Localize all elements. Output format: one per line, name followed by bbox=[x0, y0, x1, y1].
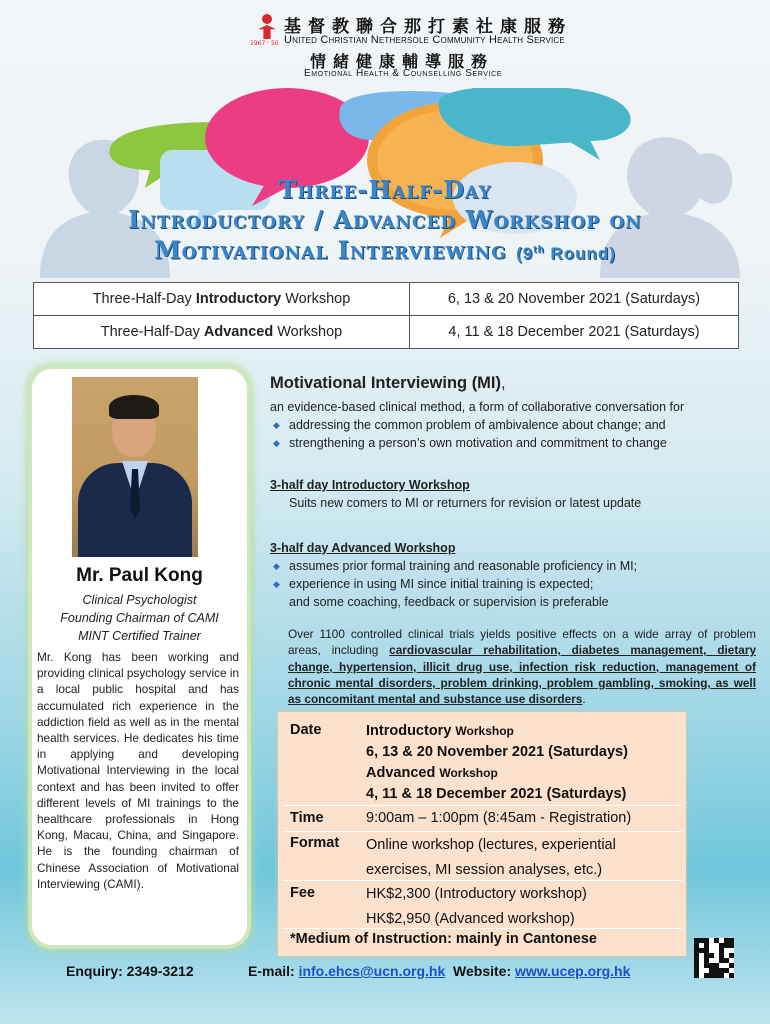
format-label: Format bbox=[290, 835, 340, 851]
speaker-name: Mr. Paul Kong bbox=[76, 565, 203, 586]
list-item: ◆ experience in using MI since initial training is expected; bbox=[270, 575, 756, 593]
clinical-trials-text: Over 1100 controlled clinical trials yields positive effects on a wide array of problem areas, including cardiovascular rehabilitation, diabetes management, dietary change, hypertension, illicit drug use, infection risk reduction, management of chronic mental disorders, problem drinking, problem gambling, smoking, as well as concomitant mental and substance use disorders. bbox=[288, 627, 756, 707]
table-row bbox=[34, 283, 739, 316]
workshop-info-box bbox=[278, 712, 686, 956]
advanced-extra-text: and some coaching, feedback or supervision is preferable bbox=[289, 595, 609, 609]
speaker-role: MINT Certified Trainer bbox=[78, 629, 201, 643]
title-line-2: Introductory / Advanced Workshop on bbox=[128, 205, 642, 234]
speaker-photo bbox=[72, 377, 198, 557]
advanced-bullets bbox=[270, 557, 756, 593]
workshop-name-cell: Three-Half-Day Advanced Workshop bbox=[34, 316, 410, 349]
org-name-english: United Christian Nethersole Community Health Service bbox=[284, 34, 565, 46]
email-link[interactable]: info.ehcs@ucn.org.hk bbox=[298, 963, 446, 979]
time-value: 9:00am – 1:00pm (8:45am - Registration) bbox=[366, 810, 632, 826]
intro-workshop-section bbox=[270, 476, 756, 512]
ucn-logo bbox=[250, 14, 279, 50]
format-value: Online workshop (lectures, experiential exercises, MI session analyses, etc.) bbox=[366, 837, 616, 878]
website-link[interactable]: www.ucep.org.hk bbox=[515, 963, 631, 979]
schedule-table bbox=[33, 282, 739, 349]
speaker-role: Clinical Psychologist bbox=[82, 593, 197, 607]
service-name-english: Emotional Health & Counselling Service bbox=[304, 68, 503, 79]
speaker-bio: Mr. Kong has been working and providing clinical psychology service in a local public hospital and has accumulated rich experience in the addiction field as well as in the mental health services. He dedicates his time in applying and developing Motivational Interviewing in the local context and has been invited to offer different levels of MI trainings to the healthcare professionals in Hong Kong, Macau, China, and Singapore. He is the founding chairman of Chinese Association of Motivational Interviewing (CAMI). bbox=[37, 650, 239, 891]
workshop-title bbox=[0, 175, 770, 269]
intro-workshop-heading: 3-half day Introductory Workshop bbox=[270, 478, 470, 492]
workshop-dates-cell: 4, 11 & 18 December 2021 (Saturdays) bbox=[410, 316, 739, 349]
speaker-card bbox=[32, 369, 247, 945]
problem-areas: cardiovascular rehabilitation, diabetes management, dietary change, hypertension, illicit drug use, infection risk reduction, management of chronic mental disorders, problem drinking, problem gambling, smoking, as well as concomitant mental and substance use disorders bbox=[288, 643, 756, 707]
workshop-dates-cell: 6, 13 & 20 November 2021 (Saturdays) bbox=[410, 283, 739, 316]
fee-label: Fee bbox=[290, 885, 315, 901]
title-mi: Motivational Interviewing bbox=[154, 235, 507, 265]
table-row bbox=[34, 316, 739, 349]
mi-description bbox=[270, 398, 756, 452]
date-label: Date bbox=[290, 722, 322, 738]
title-line-1: Three-Half-Day bbox=[278, 175, 492, 204]
list-item: ◆ addressing the common problem of ambivalence about change; and bbox=[270, 416, 756, 434]
website-label: Website: bbox=[453, 963, 516, 979]
email-label: E-mail: bbox=[248, 963, 299, 979]
advanced-workshop-heading: 3-half day Advanced Workshop bbox=[270, 541, 456, 555]
medium-of-instruction-note: *Medium of Instruction: mainly in Cantonese bbox=[290, 931, 597, 947]
fee-value: HK$2,300 (Introductory workshop) HK$2,950 (Advanced workshop) bbox=[366, 886, 587, 927]
header bbox=[0, 0, 770, 88]
date-value: Introductory Workshop 6, 13 & 20 November 2021 (Saturdays) Advanced Workshop 4, 11 & 18 December 2021 (Saturdays) bbox=[366, 723, 628, 802]
list-item: ◆ strengthening a person’s own motivation and commitment to change bbox=[270, 434, 756, 452]
contact-links bbox=[248, 963, 630, 979]
logo-year: 1967 · 50 bbox=[250, 40, 279, 47]
mi-bullets bbox=[270, 416, 756, 452]
qr-code[interactable] bbox=[694, 938, 734, 978]
org-name-chinese: 基督教聯合那打素社康服務 bbox=[284, 17, 572, 37]
mi-desc-text: an evidence-based clinical method, a form of collaborative conversation for bbox=[270, 400, 685, 414]
time-label: Time bbox=[290, 810, 324, 826]
mi-heading: Motivational Interviewing (MI), bbox=[270, 374, 506, 392]
title-line-3 bbox=[0, 235, 770, 269]
service-name-chinese: 情緒健康輔導服務 bbox=[310, 52, 495, 71]
advanced-workshop-section bbox=[270, 539, 756, 611]
list-item: ◆ assumes prior formal training and reasonable proficiency in MI; bbox=[270, 557, 756, 575]
speaker-role: Founding Chairman of CAMI bbox=[60, 611, 219, 625]
enquiry-phone: Enquiry: 2349-3212 bbox=[66, 963, 194, 979]
title-round: (9th Round) bbox=[516, 243, 616, 263]
intro-workshop-text: Suits new comers to MI or returners for revision or latest update bbox=[289, 496, 642, 510]
speaker-roles bbox=[32, 591, 247, 645]
workshop-name-cell: Three-Half-Day Introductory Workshop bbox=[34, 283, 410, 316]
